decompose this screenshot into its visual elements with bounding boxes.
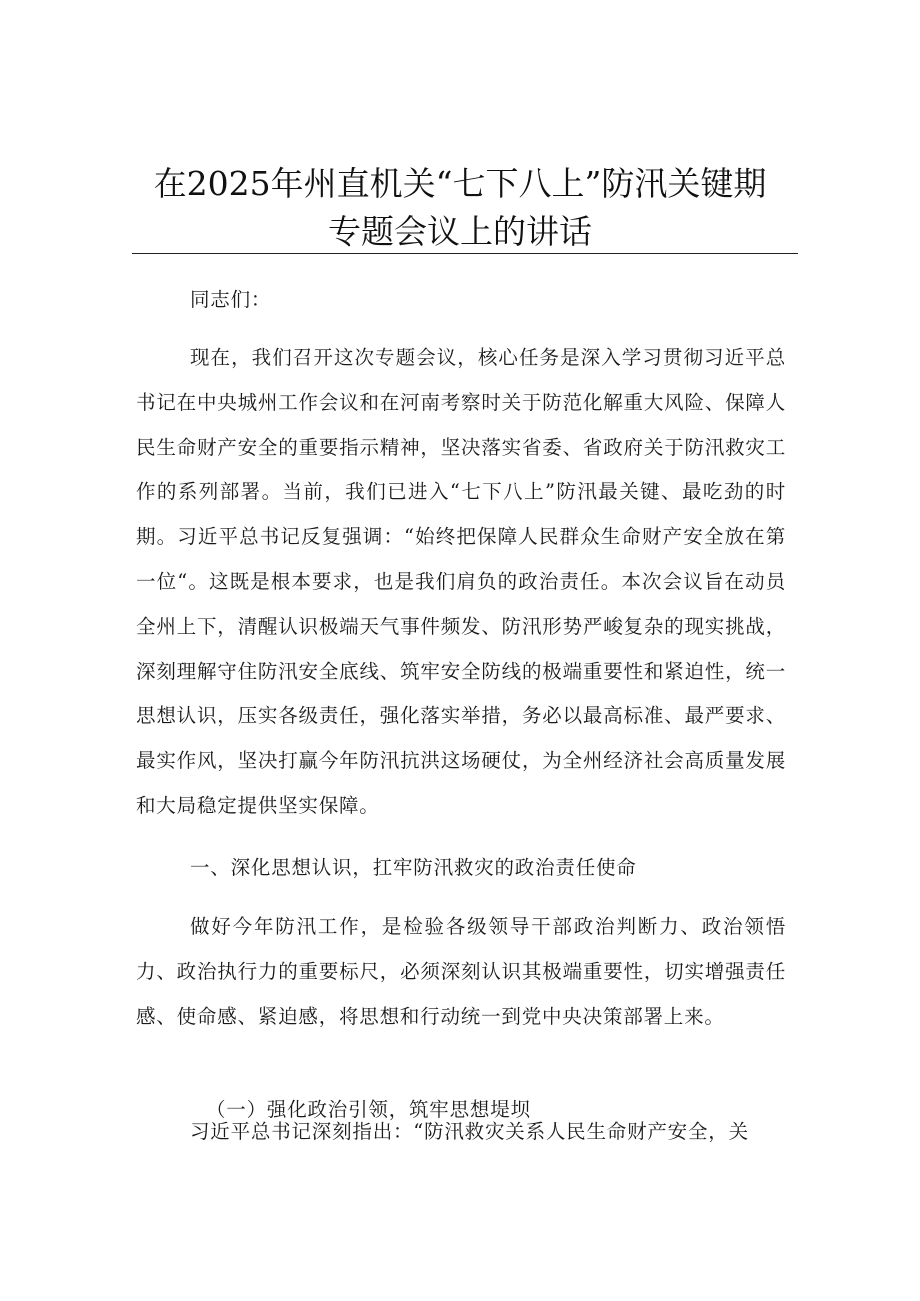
- salutation: 同志们：: [190, 288, 272, 311]
- document-title-line-1: 在2025年州直机关“七下八上”防汛关键期: [153, 164, 767, 203]
- subsection-1-paragraph: 习近平总书记深刻指出：“防汛救灾关系人民生命财产安全，关: [190, 1120, 749, 1143]
- document-title-line-2: 专题会议上的讲话: [328, 212, 592, 251]
- section-1-paragraph: 做好今年防汛工作，是检验各级领导干部政治判断力、政治领悟力、政治执行力的重要标尺，必须深刻认识其极端重要性，切实增强责任感、使命感、紧迫感，将思想和行动统一到党中央决策部署上来。: [136, 915, 786, 1028]
- title-underline-rule: [132, 253, 798, 254]
- section-heading-1: 一、深化思想认识，扛牢防汛救灾的政治责任使命: [190, 856, 637, 879]
- intro-paragraph: 现在，我们召开这次专题会议，核心任务是深入学习贯彻习近平总书记在中央城州工作会议和在河南考察时关于防范化解重大风险、保障人民生命财产安全的重要指示精神，坚决落实省委、省政府关于防汛救灾工作的系列部署。当前，我们已进入“七下八上”防汛最关键、最吃劲的时期。习近平总书记反复强调：“始终把保障人民群众生命财产安全放在第一位“。这既是根本要求，也是我们肩负的政治责任。本次会议旨在动员全州上下，清醒认识极端天气事件频发、防汛形势严峻复杂的现实挑战，深刻理解守住防汛安全底线、筑牢安全防线的极端重要性和紧迫性，统一思想认识，压实各级责任，强化落实举措，务必以最高标准、最严要求、最实作风，坚决打赢今年防汛抗洪这场硬仗，为全州经济社会高质量发展和大局稳定提供坚实保障。: [136, 346, 786, 817]
- subsection-heading-1: （一）强化政治引领，筑牢思想堤坝: [206, 1098, 531, 1121]
